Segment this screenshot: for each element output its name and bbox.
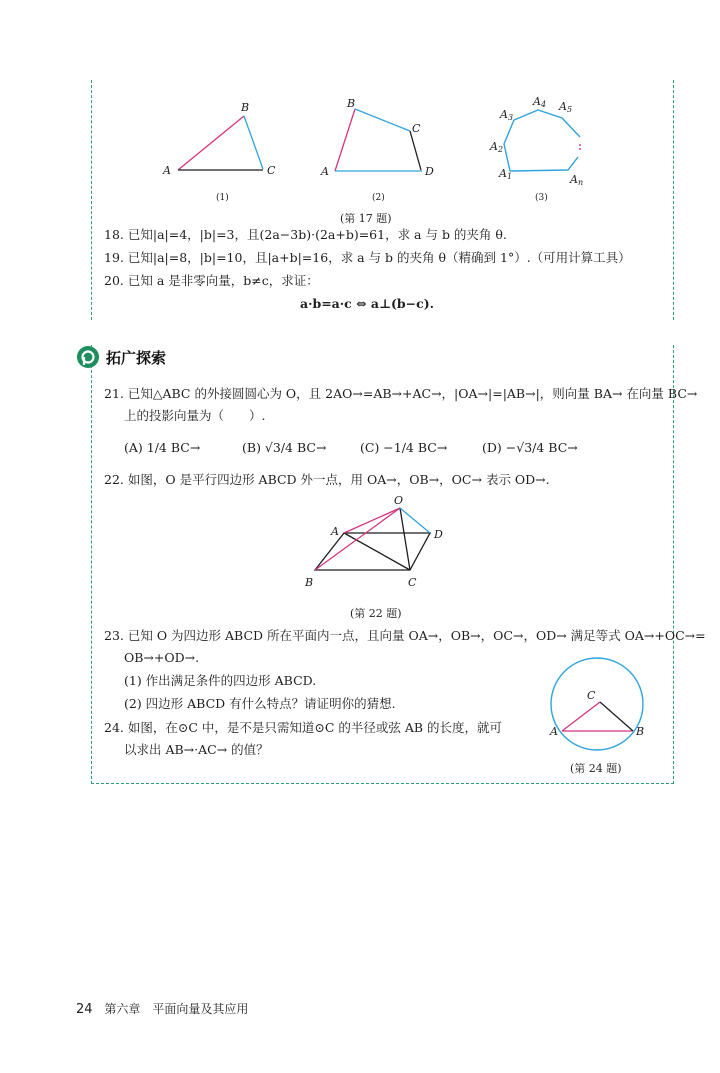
question-21-option-b: (B) √3/4 BC→	[242, 440, 327, 455]
fig24-label-c: C	[587, 689, 596, 702]
page-number: 24	[76, 1002, 93, 1017]
question-20-formula: a·b=a·c ⇔ a⊥(b−c).	[300, 296, 435, 311]
question-23-part2: (2) 四边形 ABCD 有什么特点？请证明你的猜想.	[124, 696, 396, 711]
chapter-title: 第六章 平面向量及其应用	[104, 1002, 249, 1016]
explore-icon	[76, 345, 100, 369]
question-21-option-a: (A) 1/4 BC→	[124, 440, 201, 455]
figure-17-3	[488, 92, 593, 204]
fig22-label-a: A	[331, 525, 339, 538]
question-21-line2: 上的投影向量为（ ）.	[124, 408, 266, 423]
fig17-3-label-a5: A5	[559, 100, 573, 114]
question-23-part1: (1) 作出满足条件的四边形 ABCD.	[124, 673, 317, 688]
fig17-3-label-an: An	[570, 173, 584, 187]
question-21-option-d: (D) −√3/4 BC→	[482, 440, 578, 455]
question-19: 19. 已知|a|=8，|b|=10，且|a+b|=16，求 a 与 b 的夹角 θ（精确到 1°）.（可用计算工具）	[104, 250, 631, 265]
fig17-3-sublabel: (3)	[535, 193, 548, 203]
question-24-line2: 以求出 AB→·AC→ 的值？	[124, 742, 269, 757]
figure-24-caption: (第 24 题)	[570, 762, 622, 775]
question-23-line1: 23. 已知 O 为四边形 ABCD 所在平面内一点，且向量 OA→，OB→，OC→，OD→ 满足等式 OA→+OC→=	[104, 628, 706, 643]
fig17-2-label-a: A	[321, 165, 329, 178]
question-21-option-c: (C) −1/4 BC→	[360, 440, 448, 455]
fig22-label-o: O	[394, 494, 404, 507]
fig17-3-label-a4: A4	[533, 95, 547, 109]
figure-17-1	[160, 100, 285, 205]
figure-22-caption: (第 22 题)	[350, 607, 402, 620]
figure-17-caption: (第 17 题)	[340, 212, 392, 225]
fig17-3-label-a2: A2	[490, 140, 504, 154]
section-header	[76, 344, 166, 370]
figure-24	[545, 652, 650, 757]
fig17-2-label-b: B	[347, 97, 356, 110]
fig17-3-label-a1: A1	[499, 167, 513, 181]
fig17-2-label-d: D	[425, 165, 434, 178]
fig17-2-label-c: C	[412, 122, 421, 135]
page-footer	[76, 1000, 248, 1017]
fig17-3-label-a3: A3	[500, 108, 514, 122]
fig17-1-label-b: B	[241, 101, 250, 114]
figure-17-2	[318, 95, 443, 205]
fig17-1-label-a: A	[163, 164, 171, 177]
fig22-label-c: C	[408, 576, 417, 589]
question-20: 20. 已知 a 是非零向量，b≠c，求证：	[104, 273, 319, 288]
fig22-label-d: D	[434, 528, 443, 541]
fig24-label-b: B	[636, 725, 645, 738]
fig17-1-label-c: C	[267, 164, 276, 177]
fig22-label-b: B	[305, 576, 314, 589]
question-23-line2: OB→+OD→.	[124, 650, 200, 665]
fig24-label-a: A	[550, 725, 558, 738]
question-21-line1: 21. 已知△ABC 的外接圆圆心为 O，且 2AO→=AB→+AC→，|OA→|=|AB→|，则向量 BA→ 在向量 BC→	[104, 386, 698, 401]
fig17-1-sublabel: (1)	[216, 193, 229, 203]
section-title: 拓广探索	[106, 348, 167, 367]
fig17-2-sublabel: (2)	[372, 193, 385, 203]
question-22: 22. 如图，O 是平行四边形 ABCD 外一点，用 OA→，OB→，OC→ 表示 OD→.	[104, 472, 550, 487]
question-18: 18. 已知|a|=4，|b|=3，且(2a−3b)·(2a+b)=61，求 a 与 b 的夹角 θ.	[104, 227, 507, 242]
figure-22	[300, 492, 450, 597]
question-24-line1: 24. 如图，在⊙C 中，是不是只需知道⊙C 的半径或弦 AB 的长度，就可	[104, 720, 503, 735]
